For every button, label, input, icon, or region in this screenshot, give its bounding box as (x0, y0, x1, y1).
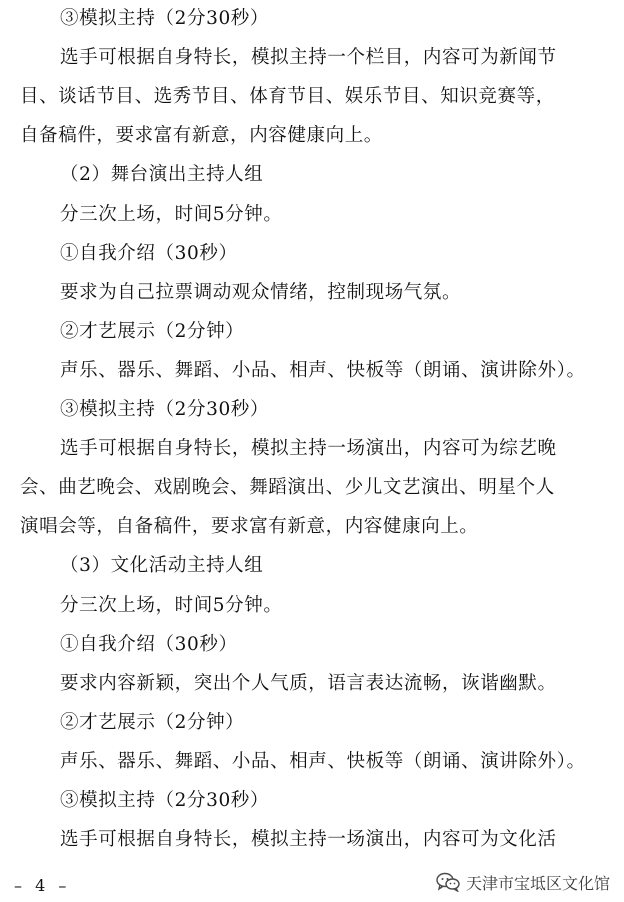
text-line: 演唱会等，自备稿件，要求富有新意，内容健康向上。 (20, 516, 479, 538)
watermark-text: 天津市宝坻区文化馆 (465, 873, 610, 893)
text-line: 分三次上场，时间5分钟。 (60, 594, 283, 616)
text-line: 声乐、器乐、舞蹈、小品、相声、快板等（朗诵、演讲除外）。 (60, 750, 586, 772)
text-line: （3）文化活动主持人组 (60, 555, 264, 577)
text-line: 分三次上场，时间5分钟。 (60, 203, 283, 225)
watermark (436, 868, 610, 896)
text-line: ③模拟主持（2分30秒） (60, 790, 270, 811)
text-line: ③模拟主持（2分30秒） (60, 399, 270, 420)
text-line: 会、曲艺晚会、戏剧晚会、舞蹈演出、少儿文艺演出、明星个人 (20, 477, 555, 499)
text-line: 声乐、器乐、舞蹈、小品、相声、快板等（朗诵、演讲除外）。 (60, 359, 586, 381)
page-number: – 4 – (14, 876, 71, 895)
text-line: ②才艺展示（2分钟） (60, 320, 245, 342)
wechat-icon (436, 872, 460, 892)
text-line: （2）舞台演出主持人组 (60, 164, 264, 186)
text-line: ①自我介绍（30秒） (60, 633, 238, 655)
text-line: 自备稿件，要求富有新意，内容健康向上。 (20, 125, 383, 147)
text-line: 要求为自己拉票调动观众情绪，控制现场气氛。 (60, 281, 462, 303)
text-line: ①自我介绍（30秒） (60, 242, 238, 264)
text-line: 选手可根据自身特长，模拟主持一个栏目，内容可为新闻节 (60, 47, 557, 69)
text-line: 选手可根据自身特长，模拟主持一场演出，内容可为文化活 (60, 829, 557, 851)
text-line: ③模拟主持（2分30秒） (60, 8, 270, 29)
text-line: 选手可根据自身特长，模拟主持一场演出，内容可为综艺晚 (60, 438, 557, 460)
text-line: 目、谈话节目、选秀节目、体育节目、娱乐节目、知识竞赛等， (20, 86, 555, 108)
text-line: 要求内容新颖，突出个人气质，语言表达流畅，诙谐幽默。 (60, 672, 557, 694)
text-line: ②才艺展示（2分钟） (60, 711, 245, 733)
